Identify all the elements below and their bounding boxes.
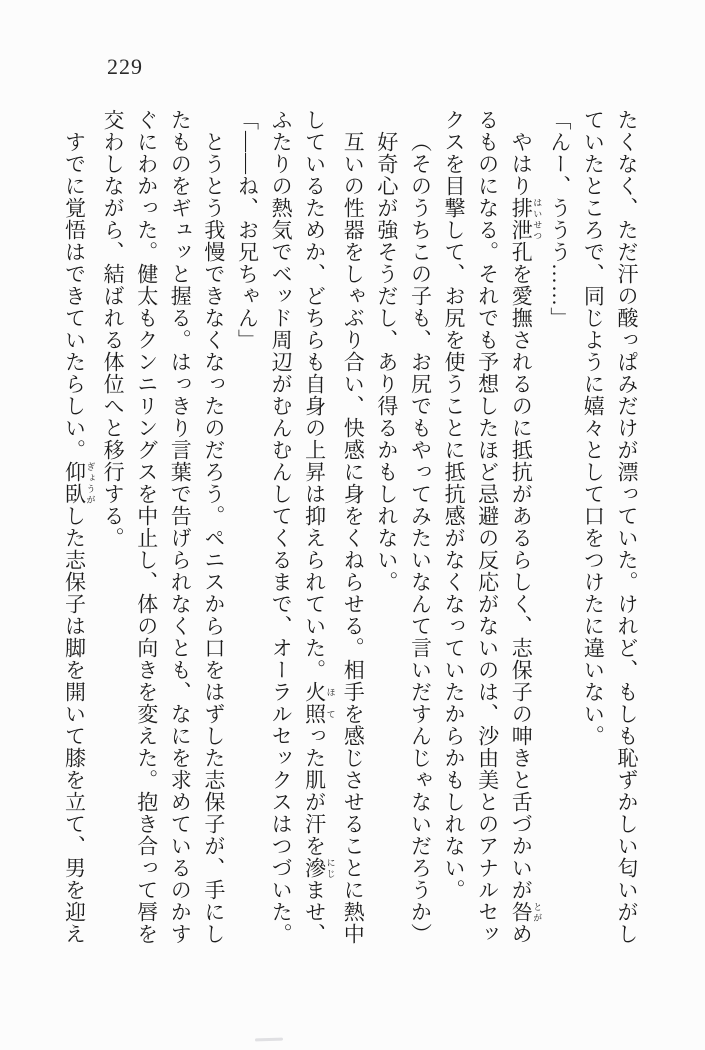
text-column: しているためか、どちらも自身の上昇は抑えられていた。火照 ほてった肌が汗を滲 にじませ、 (302, 109, 336, 945)
furigana: とが (532, 901, 543, 923)
ruby-annotated-word: 仰臥 ぎょうが (62, 461, 96, 505)
ruby-annotated-word: 火照 ほて (302, 681, 336, 725)
text-column: たくなく、ただ汗の酸っぱみだけが漂っていた。けれど、もしも恥ずかしい匂いがし (615, 109, 639, 945)
furigana: ぎょうが (85, 461, 96, 505)
furigana: はいせつ (532, 197, 543, 241)
text-column: （そのうちこの子も、お尻でもやってみたいなんて言いだすんじゃないだろうか） (408, 131, 433, 945)
ruby-annotated-word: 滲 にじ (302, 857, 336, 879)
text-column: 互いの性器をしゃぶり合い、快感に身をくねらせる。相手を感じさせることに熱中 (341, 131, 366, 945)
text-column: 「――ね、お兄ちゃん」 (235, 109, 260, 351)
text-column: やはり排泄 はいせつ孔を愛撫されるのに抵抗があるらしく、志保子の呻きと舌づかいが咎 とがめ (509, 131, 543, 945)
furigana: にじ (325, 857, 336, 879)
text-column: ふたりの熱気でベッド周辺がむんむんしてくるまで、オーラルセックスはつづいた。 (269, 109, 294, 945)
text-block (57, 109, 643, 957)
text-column: たものをギュッと握る。はっきり言葉で告げられなくとも、なにを求めているのかす (168, 109, 193, 945)
text-column: るものになる。それでも予想したほど忌避の反応がないのは、沙由美とのアナルセッ (475, 109, 500, 945)
text-column: ていたところで、同じように嬉々として口をつけたに違いない。 (581, 109, 606, 747)
text-column: とうとう我慢できなくなったのだろう。ペニスから口をはずした志保子が、手にし (201, 131, 226, 945)
scan-artifact (255, 1038, 283, 1042)
text-column: 交わしながら、結ばれる体位へと移行する。 (101, 109, 126, 549)
text-column: 「んー、ううう……」 (547, 109, 572, 329)
furigana: ほて (325, 681, 336, 725)
text-column: ぐにわかった。健太もクンニリングスを中止し、体の向きを変えた。抱き合って唇を (134, 109, 159, 945)
ruby-annotated-word: 咎 とが (509, 901, 543, 923)
text-column: すでに覚悟はできていたらしい。仰臥 ぎょうがした志保子は脚を開いて膝を立て、男を迎え (62, 131, 96, 945)
text-column: 好奇心が強そうだし、あり得るかもしれない。 (374, 131, 399, 593)
ruby-annotated-word: 排泄 はいせつ (509, 197, 543, 241)
text-column: クスを目撃して、お尻を使うことに抵抗感がなくなっていたからかもしれない。 (442, 109, 467, 901)
page-number: 229 (107, 54, 143, 79)
